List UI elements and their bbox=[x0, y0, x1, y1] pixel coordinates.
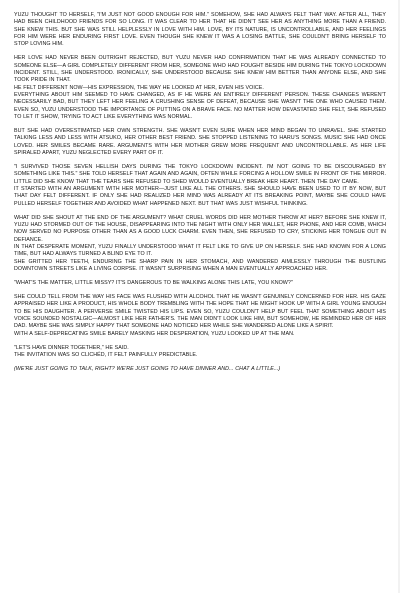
paragraph-7: SHE COULD TELL FROM THE WAY HIS FACE WAS FLUSHED WITH ALCOHOL THAT HE WASN'T GENUINELY CONCERNED FOR HER. HIS GAZE APPRAISED HER LIKE A PRODUCT, HIS WHOLE BODY TREMBLING WITH THE HOPE THAT HE MIGHT HOOK UP WITH A GIRL YOUNG ENOUGH TO BE HIS DAUGHTER. A PERVERSE SMILE TWISTED HIS LIPS. EVEN SO, YUZU COULDN'T HELP BUT FEEL THAT SOMETHING ABOUT HIS VOICE SOUNDED NOSTALGIC—ALMOST LIKE HER FATHER'S. THE MAN DIDN'T LOOK LIKE HIM, BUT SOMEHOW, HE REMINDED HER OF HER DAD. MAYBE SHE WAS SIMPLY HAPPY THAT SOMEONE HAD NOTICED HER WHILE SHE WANDERED ALONE LIKE A SPIRIT. WITH A SELF-DEPRECATING SMILE BARELY MASKING HER DESPERATION, YUZU LOOKED UP AT THE MAN. bbox=[14, 293, 386, 337]
paragraph-1: YUZU THOUGHT TO HERSELF, "I'M JUST NOT GOOD ENOUGH FOR HIM." SOMEHOW, SHE HAD ALWAYS FELT THAT WAY. AFTER ALL, THEY HAD BEEN CHILDHOOD FRIENDS FOR SO LONG. IT WAS CLEAR TO HER THAT HE DIDN'T SEE HER AS ANYTHING MORE THAN A FRIEND. SHE KNEW THIS. BUT SHE WAS STILL HELPLESSLY IN LOVE WITH HIM. LOVE, BY ITS NATURE, IS UNCONTROLLABLE, AND HER FEELINGS FOR HIM WERE HER ENDURING FIRST LOVE. EVEN THOUGH SHE KNEW IT WAS A LOSING BATTLE, SHE COULDN'T BRING HERSELF TO STOP LOVING HIM. bbox=[14, 12, 386, 48]
paragraph-2: HER LOVE HAD NEVER BEEN OUTRIGHT REJECTED, BUT YUZU NEVER HAD CONFIRMATION THAT HE WAS ALREADY CONNECTED TO SOMEONE ELSE—A GIRL COMPLETELY DIFFERENT FROM HER, SOMEONE WHO HAD FOUGHT BESIDE HIM DURING THE TOKYO LOCKDOWN INCIDENT. STILL, SHE UNDERSTOOD. IRONICALLY, SHE UNDERSTOOD BECAUSE SHE KNEW HIM BETTER THAN ANYONE ELSE, AND SHE TOOK PRIDE IN THAT. HE FELT DIFFERENT NOW—HIS EXPRESSION, THE WAY HE LOOKED AT HER, EVEN HIS VOICE. EVERYTHING ABOUT HIM SEEMED TO HAVE CHANGED, AS IF HE WERE AN ENTIRELY DIFFERENT PERSON. THESE CHANGES WEREN'T NECESSARILY BAD, BUT THEY LEFT HER FEELING A CRUSHING SENSE OF DEFEAT, BECAUSE SHE WASN'T THE ONE WHO CAUSED THEM. EVEN SO, YUZU UNDERSTOOD THE IMPORTANCE OF PUTTING ON A BRAVE FACE. NO MATTER HOW DEVASTATED SHE FELT, SHE REFUSED TO LET IT SHOW, TRYING TO ACT LIKE EVERYTHING WAS NORMAL. bbox=[14, 55, 386, 121]
paragraph-8-dialogue: "LET'S HAVE DINNER TOGETHER," HE SAID. THE INVITATION WAS SO CLICHÉD, IT FELT PAINFULLY PREDICTABLE. bbox=[14, 344, 198, 358]
paragraph-3: BUT SHE HAD OVERESTIMATED HER OWN STRENGTH. SHE WASN'T EVEN SURE WHEN HER MIND BEGAN TO UNRAVEL. SHE STARTED TALKING LESS AND LESS WITH ATSUKO, HER OTHER BEST FRIEND. SHE STOPPED LISTENING TO HARU'S SONGS. MUSIC SHE HAD ONCE LOVED. HER SMILES BECAME RARE. ARGUMENTS WITH HER MOTHER GREW MORE FREQUENT AND UNCONTROLLABLE. AS HER LIFE SPIRALED APART, YUZU NEGLECTED EVERY PART OF IT. bbox=[14, 128, 386, 157]
paragraph-9-inner-thought: (WE'RE JUST GOING TO TALK, RIGHT? WE'RE JUST GOING TO HAVE DINNER AND... CHAT A LITTLE...) bbox=[14, 365, 281, 372]
paragraph-6-dialogue: "WHAT'S THE MATTER, LITTLE MISSY? IT'S DANGEROUS TO BE WALKING ALONE THIS LATE, YOU KNOW?" bbox=[14, 279, 293, 286]
paragraph-5: WHAT DID SHE SHOUT AT THE END OF THE ARGUMENT? WHAT CRUEL WORDS DID HER MOTHER THROW AT HER? BEFORE SHE KNEW IT, YUZU HAD STORMED OUT OF THE HOUSE, DISAPPEARING INTO THE NIGHT WITH ONLY HER WALLET, HER PHONE, AND HER COMB, WHICH NOW SERVED NO PURPOSE OTHER THAN AS A GOOD LUCK CHARM. EVEN THEN, SHE REFUSED TO CRY, STICKING HER TONGUE OUT IN DEFIANCE. IN THAT DESPERATE MOMENT, YUZU FINALLY UNDERSTOOD WHAT IT FELT LIKE TO GIVE UP ON HERSELF. SHE HAD KNOWN FOR A LONG TIME, BUT HAD ALWAYS TURNED A BLIND EYE TO IT. SHE GRITTED HER TEETH, ENDURING THE SHARP PAIN IN HER STOMACH, AND WANDERED AIMLESSLY THROUGH THE BUSTLING DOWNTOWN STREETS LIKE A LIVING CORPSE. IT WASN'T SURPRISING WHEN A MAN EVENTUALLY APPROACHED HER. bbox=[14, 214, 386, 273]
paragraph-4: "I SURVIVED THOSE SEVEN HELLISH DAYS DURING THE TOKYO LOCKDOWN INCIDENT. I'M NOT GOING TO BE DISCOURAGED BY SOMETHING LIKE THIS." SHE TOLD HERSELF THAT AGAIN AND AGAIN, OFTEN WHILE FORCING A HOLLOW SMILE IN FRONT OF THE MIRROR. LITTLE DID SHE KNOW THAT THE TEARS SHE REFUSED TO SHED WOULD EVENTUALLY BREAK HER HEART. THEN THE DAY CAME. IT STARTED WITH AN ARGUMENT WITH HER MOTHER—JUST LIKE ALL THE OTHERS. SHE SHOULD HAVE BEEN USED TO IT BY NOW, BUT THAT DAY FELT DIFFERENT. IF ONLY SHE HAD REALIZED HER MIND WAS ALREADY AT ITS BREAKING POINT, MAYBE SHE COULD HAVE PULLED HERSELF TOGETHER AND AVOIDED WHAT HAPPENED NEXT. BUT THAT WAS JUST WISHFUL THINKING. bbox=[14, 163, 386, 207]
